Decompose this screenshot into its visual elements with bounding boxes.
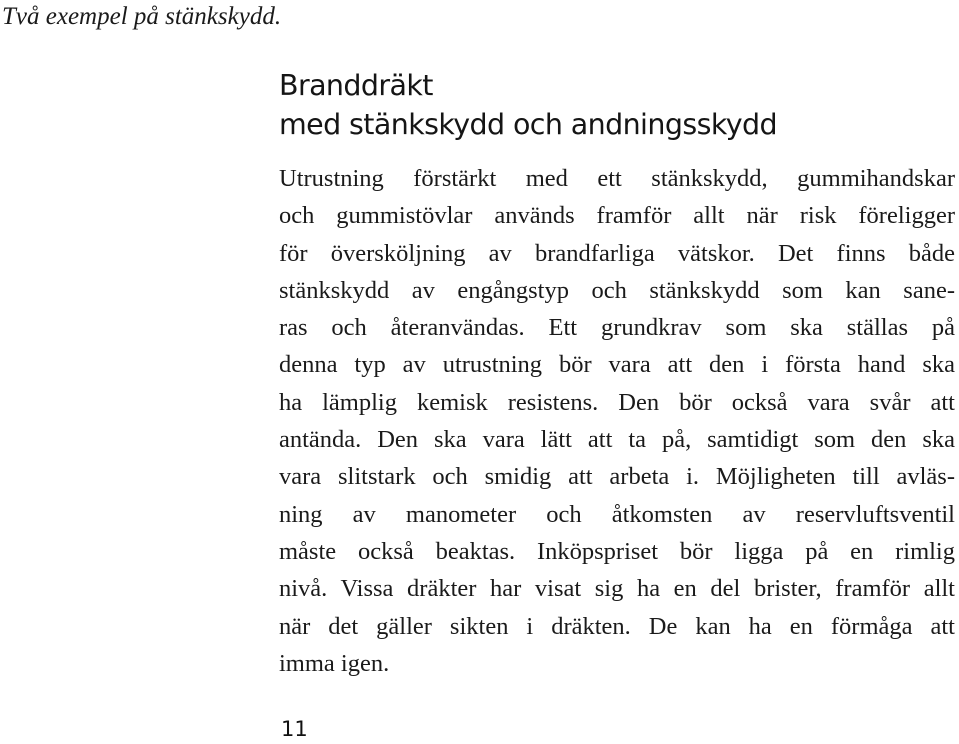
body-paragraph xyxy=(279,160,955,682)
paragraph-line: och gummistövlar används framför allt när risk föreligger xyxy=(279,202,955,230)
paragraph-line: Utrustning förstärkt med ett stänkskydd, gummihandskar xyxy=(279,165,955,192)
paragraph-line: nivå. Vissa dräkter har visat sig ha en del brister, framför allt xyxy=(279,575,955,603)
paragraph-line: när det gäller sikten i dräkten. De kan ha en förmåga att xyxy=(279,612,955,640)
paragraph-line: imma igen. xyxy=(279,649,390,677)
section-heading xyxy=(279,66,777,144)
paragraph-line: ha lämplig kemisk resistens. Den bör också vara svår att xyxy=(279,388,955,416)
paragraph-line: stänkskydd av engångstyp och stänkskydd som kan sane- xyxy=(279,276,955,304)
paragraph-line: antända. Den ska vara lätt att ta på, samtidigt som den ska xyxy=(279,426,955,454)
paragraph-line: ras och återanvändas. Ett grundkrav som ska ställas på xyxy=(279,314,955,342)
paragraph-line: för översköljning av brandfarliga vätskor. Det finns både xyxy=(279,239,955,267)
figure-caption: Två exempel på stänkskydd. xyxy=(2,3,282,30)
paragraph-line: ning av manometer och åtkomsten av reservluftsventil xyxy=(279,500,955,528)
heading-line-2: med stänkskydd och andningsskydd xyxy=(279,108,777,141)
paragraph-line: måste också beaktas. Inköpspriset bör ligga på en rimlig xyxy=(279,537,955,565)
heading-line-1: Branddräkt xyxy=(279,69,433,102)
paragraph-line: denna typ av utrustning bör vara att den i första hand ska xyxy=(279,351,955,379)
page-number: 11 xyxy=(281,717,308,741)
paragraph-line: vara slitstark och smidig att arbeta i. Möjligheten till avläs- xyxy=(279,463,955,491)
